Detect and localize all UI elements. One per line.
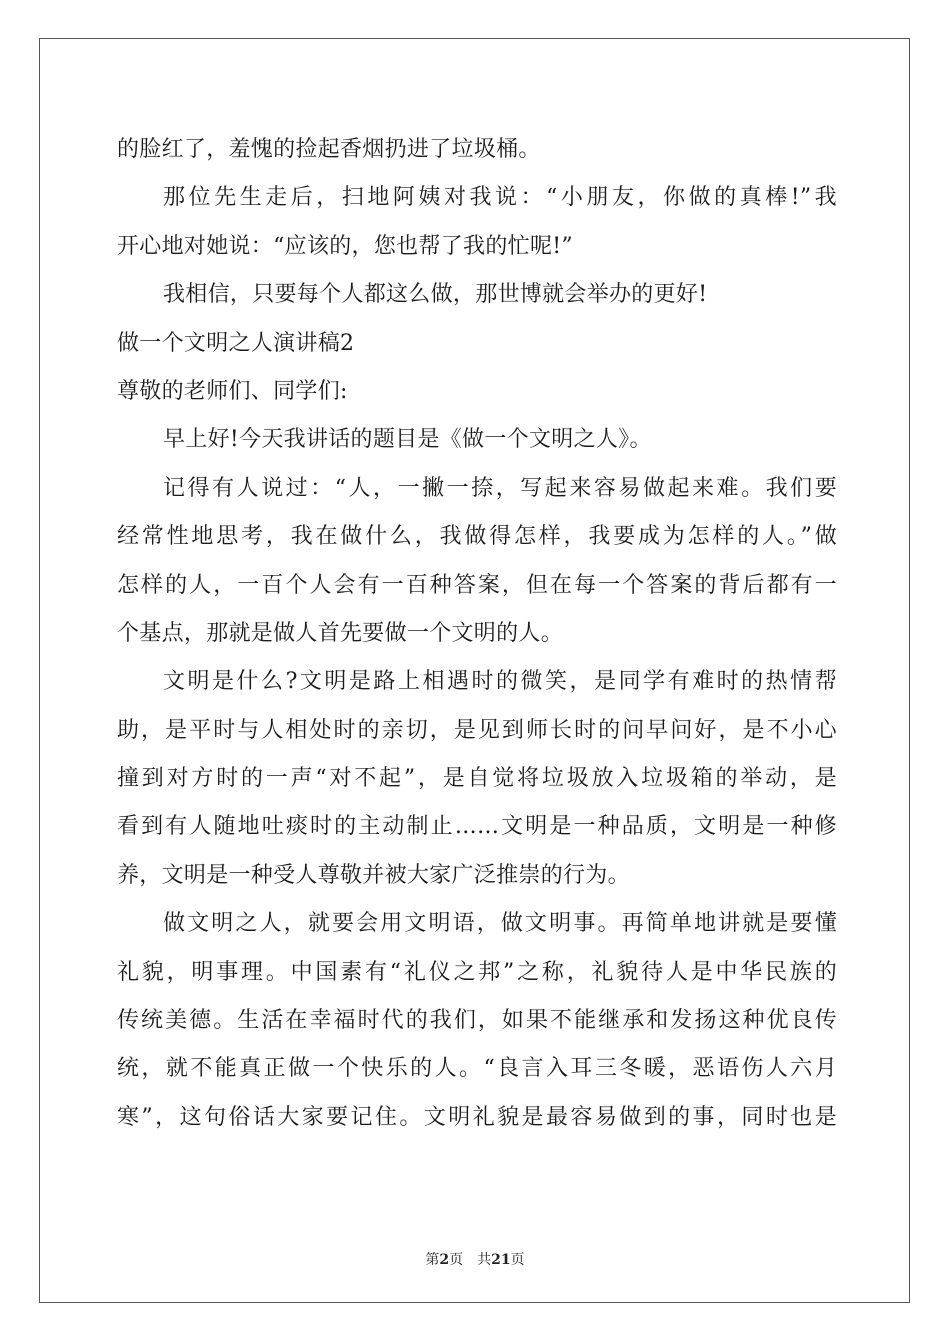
current-page-number: 2 xyxy=(439,1252,450,1268)
footer-middle: 页 共 xyxy=(449,1252,492,1268)
text-line: 开心地对她说：“应该的，您也帮了我的忙呢!” xyxy=(117,233,573,259)
text-line: 的脸红了，羞愧的捡起香烟扔进了垃圾桶。 xyxy=(117,137,541,162)
text-line: 撞到对方时的一声“对不起”，是自觉将垃圾放入垃圾箱的举动，是 xyxy=(117,766,837,792)
text-line: 文明是什么?文明是路上相遇时的微笑，是同学有难时的热情帮 xyxy=(163,669,837,695)
text-line: 礼貌，明事理。中国素有“礼仪之邦”之称，礼貌待人是中华民族的 xyxy=(117,959,837,985)
section-title: 做一个文明之人演讲稿2 xyxy=(117,330,355,356)
text-line: 养，文明是一种受人尊敬并被大家广泛推崇的行为。 xyxy=(117,862,630,888)
text-line: 那位先生走后，扫地阿姨对我说：“小朋友，你做的真棒!”我 xyxy=(163,185,837,211)
text-line: 怎样的人，一百个人会有一百种答案，但在每一个答案的背后都有一 xyxy=(117,572,837,598)
text-line: 记得有人说过：“人，一撇一捺，写起来容易做起来难。我们要 xyxy=(163,475,837,501)
text-line: 传统美德。生活在幸福时代的我们，如果不能继承和发扬这种优良传 xyxy=(117,1008,837,1034)
text-line: 个基点，那就是做人首先要做一个文明的人。 xyxy=(117,620,564,646)
text-line: 早上好!今天我讲话的题目是《做一个文明之人》。 xyxy=(163,427,652,453)
document-body xyxy=(117,126,837,1142)
footer-prefix: 第 xyxy=(425,1252,440,1268)
text-line: 统，就不能真正做一个快乐的人。“良言入耳三冬暖，恶语伤人六月 xyxy=(117,1056,837,1082)
text-line: 助，是平时与人相处时的亲切，是见到师长时的问早问好，是不小心 xyxy=(117,717,837,743)
total-page-count: 21 xyxy=(491,1252,511,1268)
salutation: 尊敬的老师们、同学们: xyxy=(117,378,348,404)
text-line: 看到有人随地吐痰时的主动制止……文明是一种品质，文明是一种修 xyxy=(117,814,837,840)
text-line: 寒”，这句俗话大家要记住。文明礼貌是最容易做到的事，同时也是 xyxy=(117,1104,837,1130)
text-line: 经常性地思考，我在做什么，我做得怎样，我要成为怎样的人。”做 xyxy=(117,524,837,550)
text-line: 做文明之人，就要会用文明语，做文明事。再简单地讲就是要懂 xyxy=(163,911,837,937)
text-line: 我相信，只要每个人都这么做，那世博就会举办的更好! xyxy=(163,282,708,308)
page-footer xyxy=(0,1249,950,1269)
footer-suffix: 页 xyxy=(510,1252,525,1268)
